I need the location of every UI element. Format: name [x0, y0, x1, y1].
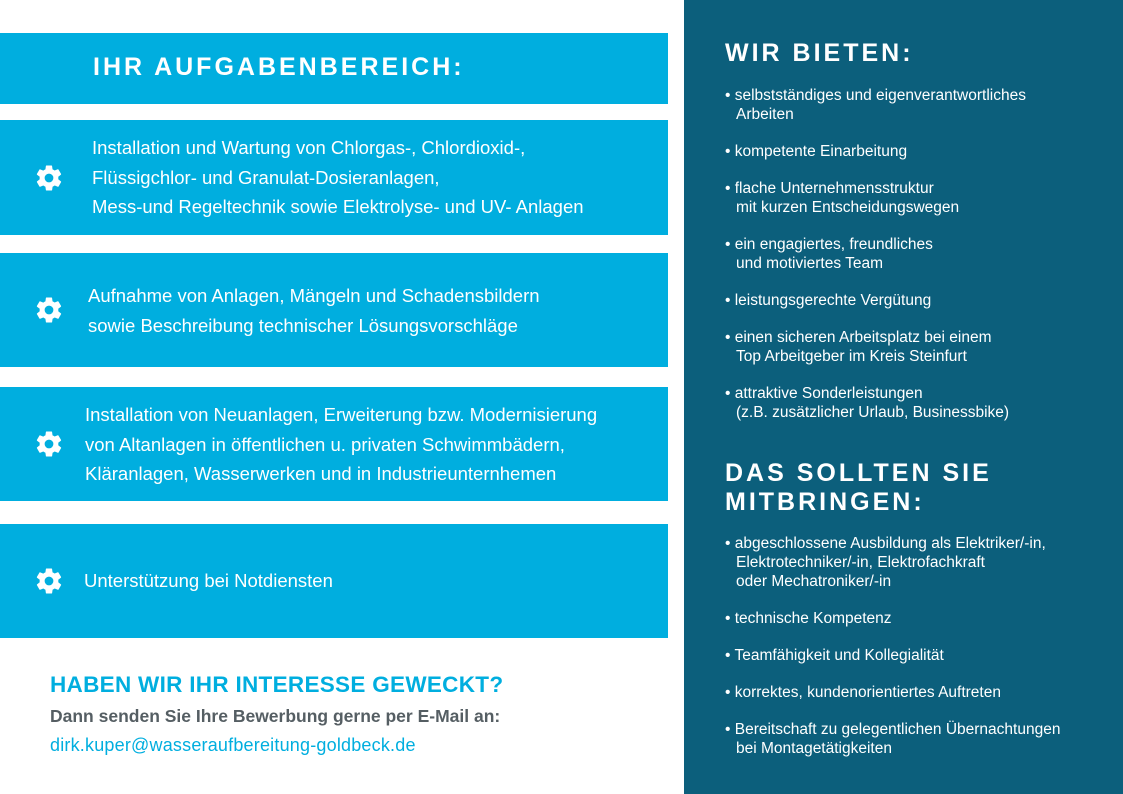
mitbringen-title-line: DAS SOLLTEN SIE: [725, 459, 992, 487]
benefits-panel: [684, 0, 1123, 794]
list-item-line: Arbeiten: [736, 106, 794, 123]
aufgaben-header-band: [0, 33, 668, 104]
cta-subtext: Dann senden Sie Ihre Bewerbung gerne per E-Mail an:: [50, 706, 501, 726]
list-item-line: • korrektes, kundenorientiertes Auftreten: [725, 684, 1001, 701]
wir-bieten-title: WIR BIETEN:: [725, 39, 914, 67]
task-line: Flüssigchlor- und Granulat-Dosieranlagen,: [92, 166, 440, 188]
list-item-line: • selbstständiges und eigenverantwortliches: [725, 87, 1026, 104]
list-item: [725, 86, 1026, 124]
list-item-line: • ein engagiertes, freundliches: [725, 236, 933, 253]
requirements-list: [725, 534, 1060, 776]
gear-icon: [34, 429, 64, 459]
task-item: [0, 524, 668, 638]
list-item-line: • einen sicheren Arbeitsplatz bei einem: [725, 329, 992, 346]
list-item-line: • leistungsgerechte Vergütung: [725, 292, 932, 309]
list-item-line: mit kurzen Entscheidungswegen: [736, 199, 960, 216]
list-item-line: • technische Kompetenz: [725, 610, 892, 627]
list-item: [725, 384, 1026, 422]
list-item: [725, 720, 1060, 758]
task-line: Installation von Neuanlagen, Erweiterung bzw. Modernisierung: [85, 404, 598, 425]
mitbringen-title-line: MITBRINGEN:: [725, 488, 925, 516]
call-to-action: [50, 672, 503, 756]
list-item: [725, 142, 1026, 161]
list-item-line: oder Mechatroniker/-in: [736, 573, 892, 590]
list-item-line: Elektrotechniker/-in, Elektrofachkraft: [736, 554, 985, 571]
list-item: [725, 646, 1060, 665]
list-item: [725, 683, 1060, 702]
task-line: Kläranlagen, Wasserwerken und in Industrieunternhemen: [85, 463, 557, 484]
task-line: Unterstützung bei Notdiensten: [84, 570, 333, 591]
list-item-line: • flache Unternehmensstruktur: [725, 180, 934, 197]
mitbringen-title: [725, 459, 992, 517]
gear-icon: [34, 566, 64, 596]
list-item-line: • Teamfähigkeit und Kollegialität: [725, 647, 944, 664]
list-item: [725, 291, 1026, 310]
task-item: [0, 253, 668, 367]
list-item-line: Top Arbeitgeber im Kreis Steinfurt: [736, 348, 967, 365]
list-item-line: • Bereitschaft zu gelegentlichen Übernachtungen: [725, 721, 1061, 738]
gear-icon: [34, 295, 64, 325]
list-item-line: • attraktive Sonderleistungen: [725, 385, 923, 402]
list-item: [725, 235, 1026, 273]
contact-email-link[interactable]: dirk.kuper@wasseraufbereitung-goldbeck.de: [50, 735, 416, 755]
list-item: [725, 609, 1060, 628]
task-item: [0, 120, 668, 235]
gear-icon: [34, 163, 64, 193]
task-line: sowie Beschreibung technischer Lösungsvorschläge: [88, 314, 518, 336]
task-line: Installation und Wartung von Chlorgas-, Chlordioxid-,: [92, 137, 526, 158]
aufgaben-title: IHR AUFGABENBEREICH:: [93, 53, 465, 81]
list-item-line: und motiviertes Team: [736, 255, 884, 272]
benefits-list: [725, 86, 1026, 440]
task-line: Mess-und Regeltechnik sowie Elektrolyse- und UV- Anlagen: [92, 196, 584, 217]
list-item-line: bei Montagetätigkeiten: [736, 740, 892, 757]
task-item: [0, 387, 668, 501]
list-item-line: • kompetente Einarbeitung: [725, 143, 908, 160]
cta-heading: HABEN WIR IHR INTERESSE GEWECKT?: [50, 672, 504, 697]
list-item-line: • abgeschlossene Ausbildung als Elektriker/-in,: [725, 535, 1046, 552]
task-line: Aufnahme von Anlagen, Mängeln und Schadensbildern: [88, 285, 540, 306]
list-item-line: (z.B. zusätzlicher Urlaub, Businessbike): [736, 404, 1010, 421]
list-item: [725, 179, 1026, 217]
list-item: [725, 534, 1060, 591]
list-item: [725, 328, 1026, 366]
task-line: von Altanlagen in öffentlichen u. privaten Schwimmbädern,: [85, 433, 565, 455]
